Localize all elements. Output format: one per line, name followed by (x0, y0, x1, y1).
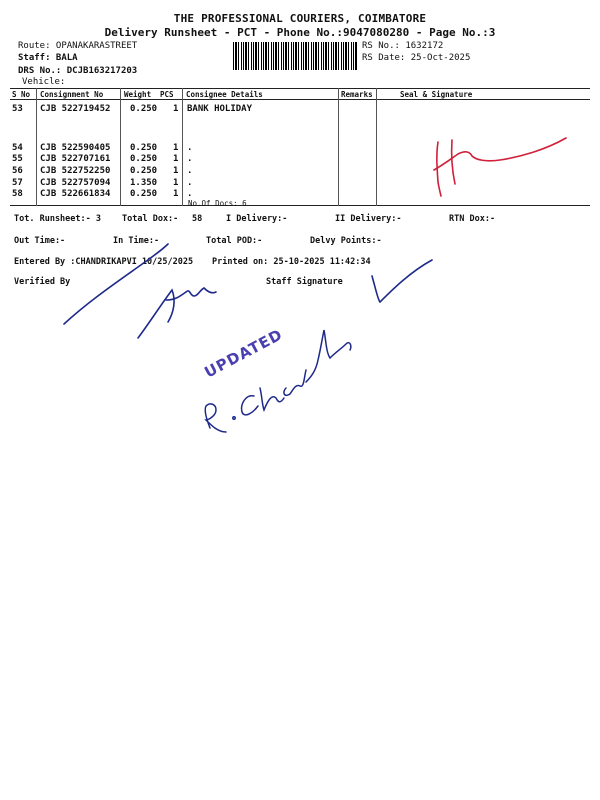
no-of-docs: No.Of Docs: 6 (188, 199, 247, 208)
red-signature (434, 138, 566, 196)
row-weight: 0.250 (130, 189, 158, 199)
staff-label: Staff: BALA (18, 53, 78, 63)
rs-number: RS No.: 1632172 (362, 41, 444, 51)
row-consignee: . (187, 143, 193, 153)
printed-on: Printed on: 25-10-2025 11:42:34 (212, 257, 371, 267)
vehicle-label: Vehicle: (22, 77, 66, 87)
row-weight: 0.250 (130, 154, 158, 164)
row-sno: 58 (12, 189, 23, 199)
row-consignee: BANK HOLIDAY (187, 104, 253, 114)
row-weight: 0.250 (130, 166, 158, 176)
verifier-signature (138, 288, 216, 338)
delvy-points: Delvy Points:- (310, 236, 382, 246)
route-label: Route: OPANAKARASTREET (18, 41, 138, 51)
total-dox-label: Total Dox:- (122, 214, 179, 224)
row-consignment: CJB 522719452 (40, 104, 111, 114)
company-title: THE PROFESSIONAL COURIERS, COIMBATORE (173, 12, 427, 25)
col-header-seal-signature: Seal & Signature (400, 90, 473, 99)
row-weight: 1.350 (130, 178, 158, 188)
i-delivery: I Delivery:- (226, 214, 288, 224)
total-dox-value: 58 (192, 214, 203, 224)
staff-signature-label: Staff Signature (266, 277, 343, 287)
verified-by: Verified By (14, 277, 71, 287)
drs-number: DRS No.: DCJB163217203 (18, 66, 138, 76)
row-consignment: CJB 522757094 (40, 178, 111, 188)
row-sno: 56 (12, 166, 23, 176)
updated-stamp: UPDATED (201, 325, 286, 382)
col-header-consignment: Consignment No (40, 90, 104, 99)
rtn-dox: RTN Dox:- (449, 214, 496, 224)
out-time: Out Time:- (14, 236, 66, 246)
runsheet-subtitle: Delivery Runsheet - PCT - Phone No.:9047080280 - Page No.:3 (104, 26, 496, 39)
col-header-sno: S No (12, 90, 31, 99)
total-pod: Total POD:- (206, 236, 263, 246)
row-consignment: CJB 522752250 (40, 166, 111, 176)
row-pcs: 1 (173, 104, 179, 114)
col-header-weight: Weight (124, 90, 152, 99)
col-header-remarks: Remarks (341, 90, 373, 99)
row-consignee: . (187, 154, 193, 164)
row-pcs: 1 (173, 189, 179, 199)
row-consignment: CJB 522707161 (40, 154, 111, 164)
row-sno: 54 (12, 143, 23, 153)
row-weight: 0.250 (130, 104, 158, 114)
rs-date: RS Date: 25-Oct-2025 (362, 53, 471, 63)
row-pcs: 1 (173, 166, 179, 176)
row-consignee: . (187, 166, 193, 176)
row-sno: 57 (12, 178, 23, 188)
row-consignment: CJB 522590405 (40, 143, 111, 153)
in-time: In Time:- (113, 236, 160, 246)
entered-by: Entered By :CHANDRIKAPVI 10/25/2025 (14, 257, 194, 267)
check-mark (372, 260, 432, 302)
row-consignee: . (187, 178, 193, 188)
row-pcs: 1 (173, 154, 179, 164)
row-consignee: . (187, 189, 193, 199)
row-sno: 53 (12, 104, 23, 114)
row-pcs: 1 (173, 178, 179, 188)
row-consignment: CJB 522661834 (40, 189, 111, 199)
tot-runsheet: Tot. Runsheet:- 3 (14, 214, 101, 224)
row-weight: 0.250 (130, 143, 158, 153)
col-header-pcs: PCS (160, 90, 174, 99)
row-sno: 55 (12, 154, 23, 164)
date-slash (64, 244, 168, 324)
col-header-consignee: Consignee Details (186, 90, 263, 99)
ii-delivery: II Delivery:- (335, 214, 402, 224)
row-pcs: 1 (173, 143, 179, 153)
